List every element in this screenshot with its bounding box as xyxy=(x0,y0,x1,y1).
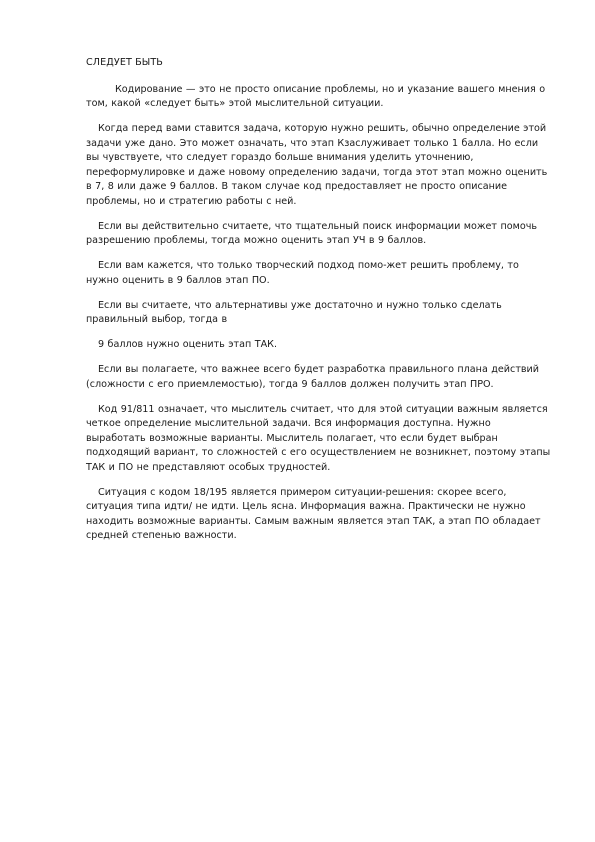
paragraph-8: Код 91/811 означает, что мыслитель считает, что для этой ситуации важным является четкое определение мыслительной задачи. Вся информация доступна. Нужно выработать возможные варианты. Мыслитель полагает, что если будет выбран подходящий вариант, то сложностей с его осуществлением не возникнет, поэтому этапы ТАК и ПО не представляют особых трудностей. xyxy=(86,403,551,473)
section-heading: СЛЕДУЕТ БЫТЬ xyxy=(86,57,163,68)
paragraph-7: Если вы полагаете, что важнее всего будет разработка правильного плана действий (сложности с его приемлемостью), тогда 9 баллов должен получить этап ПРО. xyxy=(86,364,540,390)
paragraph-1: Кодирование — это не просто описание проблемы, но и указание вашего мнения о том, какой «следует быть» этой мыслительной ситуации. xyxy=(86,83,546,109)
paragraph-3: Если вы действительно считаете, что тщательный поиск информации может помочь разрешению проблемы, тогда можно оценить этап УЧ в 9 баллов. xyxy=(86,220,538,246)
document-body xyxy=(86,56,551,554)
paragraph-9: Ситуация с кодом 18/195 является примером ситуации-решения: скорее всего, ситуация типа идти/ не идти. Цель ясна. Информация важна. Практически не нужно находить возможные варианты. Самым важным является этап ТАК, а этап ПО обладает средней степенью важности. xyxy=(86,486,541,541)
paragraph-2: Когда перед вами ставится задача, которую нужно решить, обычно определение этой задачи уже дано. Это может означать, что этап Кзаслуживает только 1 балла. Но если вы чувствуете, что следует гораздо больше внимания уделить уточнению, переформулировке и даже новому определению задачи, тогда этот этап можно оценить в 7, 8 или даже 9 баллов. В таком случае код предоставляет не просто описание проблемы, но и стратегию работы с ней. xyxy=(86,123,548,207)
paragraph-4: Если вам кажется, что только творческий подход помо-жет решить проблему, то нужно оценить в 9 баллов этап ПО. xyxy=(86,260,519,286)
paragraph-6: 9 баллов нужно оценить этап ТАК. xyxy=(98,339,278,350)
paragraph-5: Если вы считаете, что альтернативы уже достаточно и нужно только сделать правильный выбор, тогда в xyxy=(86,299,502,325)
